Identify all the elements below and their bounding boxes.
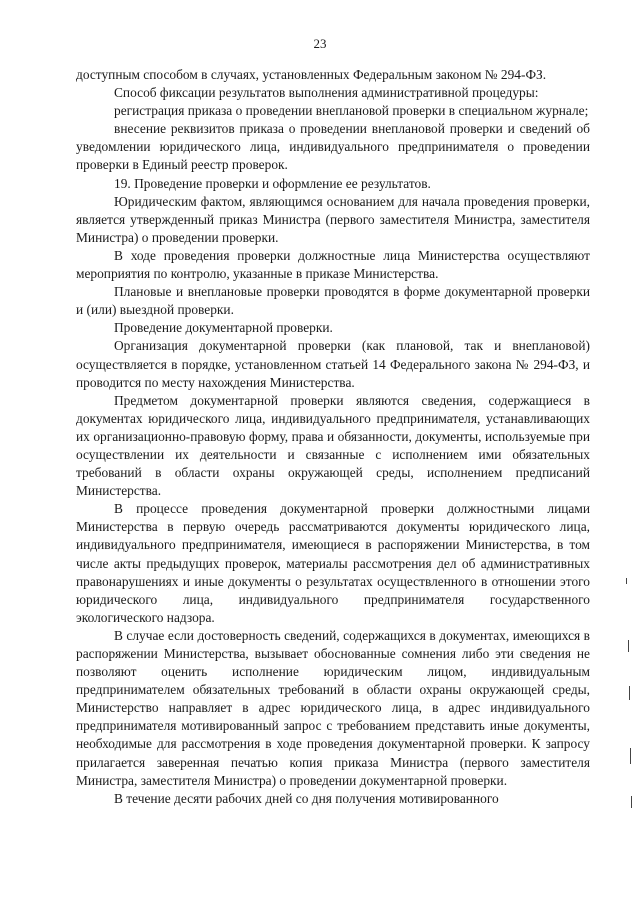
scan-mark (629, 686, 630, 700)
paragraph: Предметом документарной проверки являются сведения, содержащиеся в документах юридического лица, индивидуального предпринимателя, устанавливающих их организационно-правовую форму, права и обязанности, документы, используемые при осуществлении их деятельности и связанные с исполнением ими обязательных требований в области охраны окружающей среды, исполнением предписаний Министерства. (76, 392, 590, 499)
paragraph: регистрация приказа о проведении внеплановой проверки в специальном журнале; (114, 103, 589, 119)
paragraph: В течение десяти рабочих дней со дня получения мотивированного (114, 790, 499, 806)
page-number: 23 (313, 36, 327, 51)
paragraph: В ходе проведения проверки должностные лица Министерства осуществляют мероприятия по контролю, указанные в приказе Министерства. (76, 247, 590, 282)
paragraph: Способ фиксации результатов выполнения административной процедуры: (114, 85, 539, 101)
scan-mark (626, 578, 627, 584)
section-heading: 19. Проведение проверки и оформление ее результатов. (114, 175, 431, 191)
paragraph: Организация документарной проверки (как плановой, так и внеплановой) осуществляется в порядке, установленном статьей 14 Федерального закона № 294-ФЗ, и проводится по месту нахождения Министерства. (76, 338, 590, 390)
paragraph: внесение реквизитов приказа о проведении внеплановой проверки и сведений об уведомлении юридического лица, индивидуального предпринимателя о проведении проверки в Единый реестр проверок. (76, 121, 590, 173)
paragraph: доступным способом в случаях, установленных Федеральным законом № 294-ФЗ. (76, 67, 547, 82)
paragraph: Проведение документарной проверки. (114, 320, 333, 336)
scan-mark (630, 748, 631, 764)
paragraph: Юридическим фактом, являющимся основанием для начала проведения проверки, является утвержденный приказ Министра (первого заместителя Министра, заместителя Министра) о проведении проверки. (76, 193, 590, 245)
document-body (76, 66, 590, 808)
scan-mark (631, 796, 632, 808)
paragraph: В процессе проведения документарной проверки должностными лицами Министерства в первую очередь рассматриваются документы юридического лица, индивидуального предпринимателя, имеющиеся в распоряжении Министерства, в том числе акты предыдущих проверок, материалы рассмотрения дел об административных правонарушениях и иные документы о результатах осуществленного в отношении этого юридического лица, индивидуального предпринимателя государственного экологического надзора. (76, 501, 590, 625)
paragraph: Плановые и внеплановые проверки проводятся в форме документарной проверки и (или) выездной проверки. (76, 284, 590, 318)
scan-mark (628, 640, 629, 652)
paragraph: В случае если достоверность сведений, содержащихся в документах, имеющихся в распоряжении Министерства, вызывает обоснованные сомнения либо эти сведения не позволяют оценить исполнение юридическим лицом, индивидуальным предпринимателем обязательных требований в области охраны окружающей среды, Министерство направляет в адрес юридического лица, в адрес индивидуального предпринимателя мотивированный запрос с требованием представить иные документы, необходимые для рассмотрения в ходе проведения документарной проверки. К запросу прилагается заверенная печатью копия приказа Министра (первого заместителя Министра, заместителя Министра) о проведении документарной проверки. (76, 627, 590, 788)
